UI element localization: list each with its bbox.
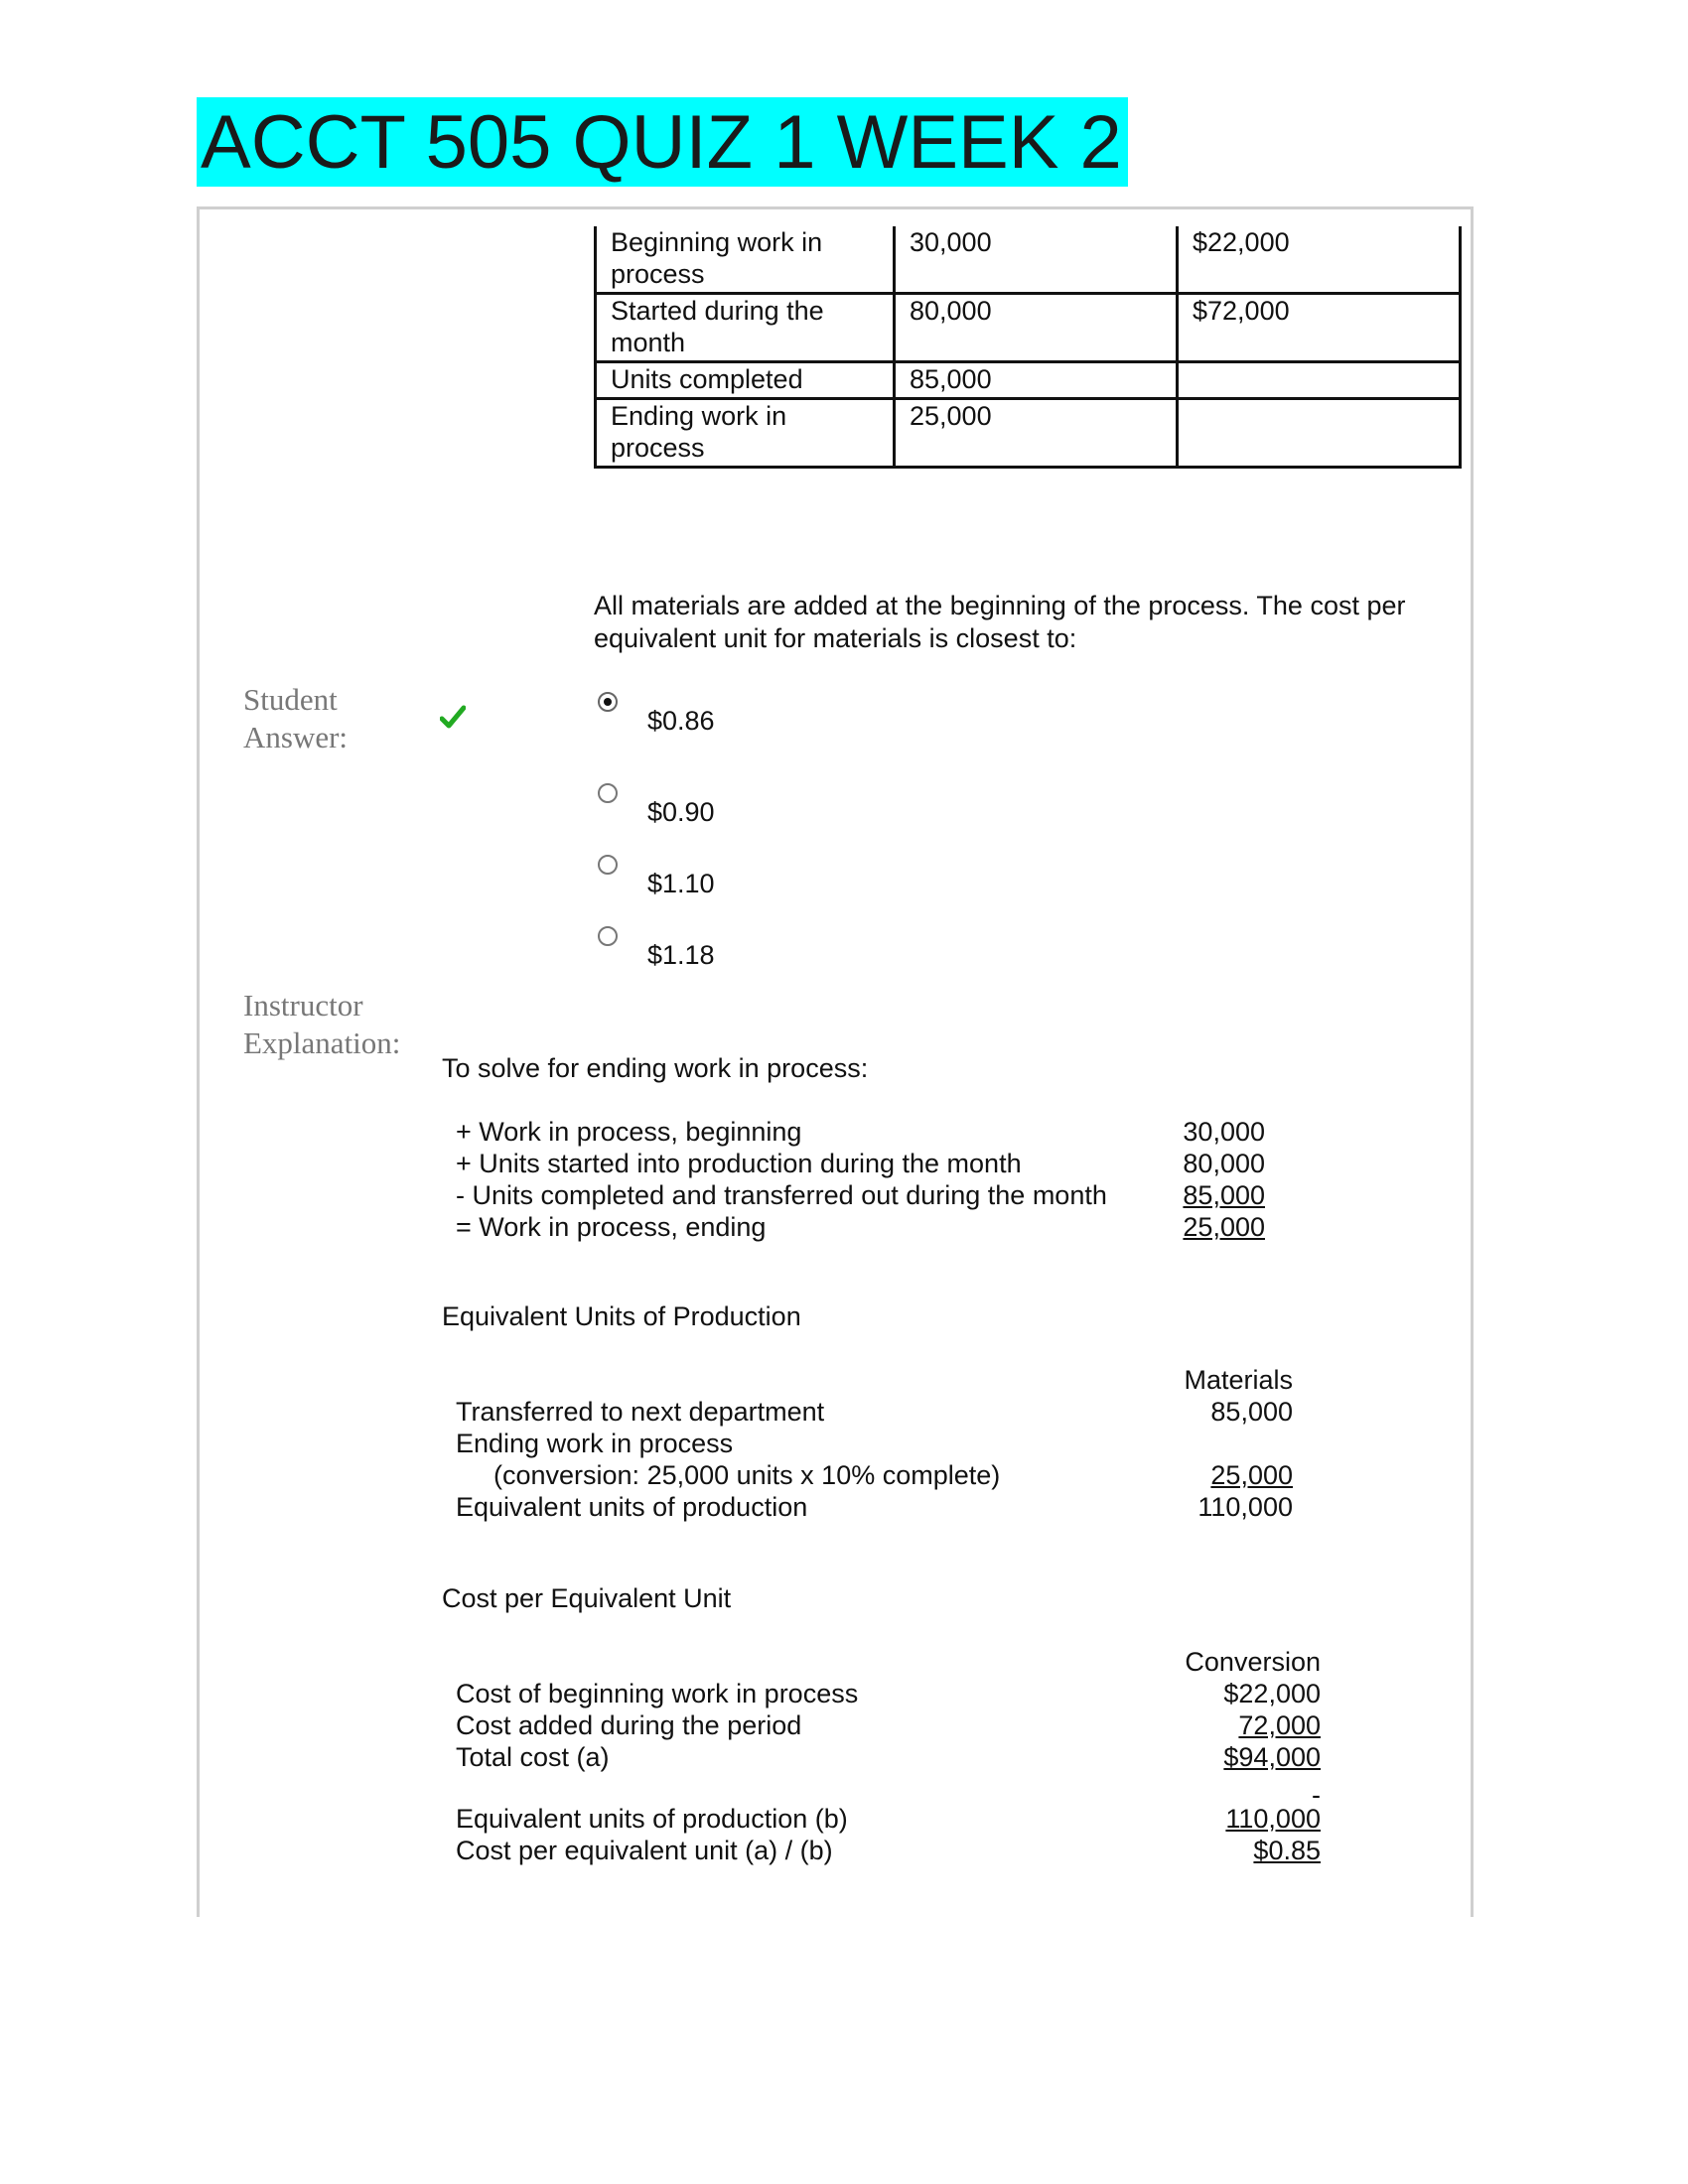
table-cell-units: 85,000: [895, 362, 1178, 399]
cpu-row-text: Cost of beginning work in process: [456, 1679, 859, 1708]
cpu-row-value: $22,000: [1223, 1679, 1321, 1708]
wip-row-text: - Units completed and transferred out during the month: [456, 1180, 1107, 1210]
table-cell-units: 30,000: [895, 226, 1178, 294]
table-cell-label: Ending work in process: [596, 399, 895, 468]
cpu-row-value: $94,000: [1223, 1742, 1321, 1772]
cpu-row-text: Cost added during the period: [456, 1710, 802, 1740]
instructor-label-line: Instructor: [243, 988, 363, 1023]
wip-row-value: 25,000: [1183, 1212, 1265, 1242]
cpu-column-header: Conversion: [1185, 1647, 1321, 1677]
table-cell-cost: [1178, 362, 1461, 399]
wip-row-value: 30,000: [1183, 1117, 1265, 1147]
eup-row-text: Transferred to next department: [456, 1397, 825, 1427]
table-cell-cost: [1178, 399, 1461, 468]
process-data-table: [594, 226, 1462, 469]
cpu-row-value: 72,000: [1238, 1710, 1321, 1740]
eup-row-value: 85,000: [1210, 1397, 1293, 1427]
cpu-row-value: $0.85: [1253, 1836, 1321, 1865]
eup-row-text: Ending work in process: [456, 1429, 734, 1458]
radio-option-4[interactable]: [597, 925, 619, 947]
option-label: $0.86: [647, 706, 715, 736]
cpu-row-text: Equivalent units of production (b): [456, 1804, 848, 1834]
table-cell-cost: $72,000: [1178, 294, 1461, 362]
option-label: $1.10: [647, 869, 715, 898]
table-cell-label: Units completed: [596, 362, 895, 399]
table-row: [596, 226, 1461, 294]
eup-row-value: 110,000: [1197, 1492, 1293, 1522]
question-text: All materials are added at the beginning of the process. The cost per equivalent unit for materials is closest to:: [594, 591, 1406, 653]
page-title: ACCT 505 QUIZ 1 WEEK 2: [197, 97, 1128, 187]
check-icon: [440, 705, 466, 731]
student-label-line: Answer:: [243, 720, 349, 754]
wip-row-text: = Work in process, ending: [456, 1212, 767, 1242]
option-label: $1.18: [647, 940, 715, 970]
table-cell-label: Beginning work in process: [596, 226, 895, 294]
instructor-explanation-label: [243, 987, 400, 1062]
student-answer-label: [243, 681, 348, 756]
table-cell-label: Started during the month: [596, 294, 895, 362]
eup-row-value: 25,000: [1210, 1460, 1293, 1490]
wip-row-text: + Units started into production during the month: [456, 1149, 1022, 1178]
cpu-row-value: 110,000: [1225, 1804, 1321, 1834]
table-row: [596, 362, 1461, 399]
student-label-line: Student: [243, 682, 338, 717]
radio-option-2[interactable]: [597, 782, 619, 804]
table-cell-cost: $22,000: [1178, 226, 1461, 294]
eup-heading: Equivalent Units of Production: [442, 1301, 801, 1331]
wip-row-text: + Work in process, beginning: [456, 1117, 802, 1147]
option-label: $0.90: [647, 797, 715, 827]
cpu-heading: Cost per Equivalent Unit: [442, 1583, 732, 1613]
wip-row-value: 80,000: [1183, 1149, 1265, 1178]
dash-mark: -: [1312, 1780, 1321, 1810]
table-cell-units: 25,000: [895, 399, 1178, 468]
radio-option-3[interactable]: [597, 854, 619, 876]
table-row: [596, 294, 1461, 362]
wip-heading: To solve for ending work in process:: [442, 1053, 869, 1083]
wip-row-value: 85,000: [1183, 1180, 1265, 1210]
eup-row-text: Equivalent units of production: [456, 1492, 808, 1522]
eup-column-header: Materials: [1184, 1365, 1293, 1395]
radio-option-1[interactable]: [597, 691, 619, 713]
cpu-row-text: Cost per equivalent unit (a) / (b): [456, 1836, 833, 1865]
table-row: [596, 399, 1461, 468]
cpu-row-text: Total cost (a): [456, 1742, 610, 1772]
eup-row-text: (conversion: 25,000 units x 10% complete): [493, 1460, 1001, 1490]
table-cell-units: 80,000: [895, 294, 1178, 362]
instructor-label-line: Explanation:: [243, 1025, 401, 1060]
